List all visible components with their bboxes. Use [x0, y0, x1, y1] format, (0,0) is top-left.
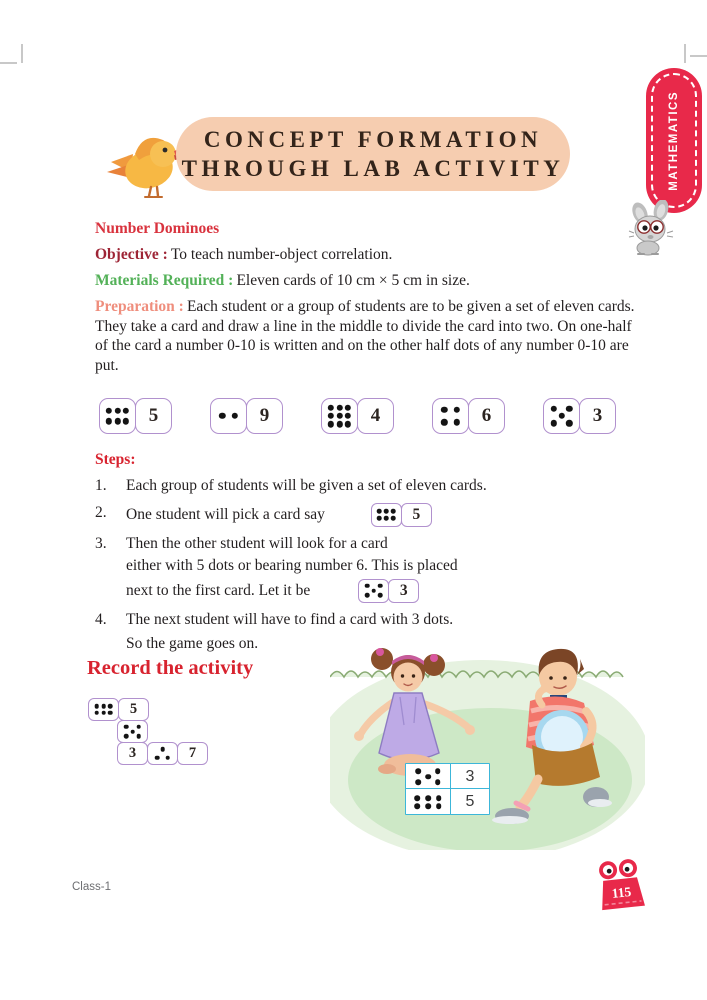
domino-number-cell: 6: [468, 398, 505, 434]
chain-row: [117, 720, 208, 743]
pip: [124, 725, 129, 730]
preparation-label: Preparation :: [95, 298, 184, 315]
pip: [425, 795, 431, 801]
domino-dots-cell: [432, 398, 469, 434]
objective-text: To teach number-object correlation.: [170, 246, 393, 263]
step-3-domino: [358, 579, 419, 603]
chain-row: [117, 742, 208, 765]
pip: [391, 516, 396, 521]
domino-number-cell: 7: [177, 742, 208, 765]
main-content: [95, 219, 636, 661]
domino-dots-cell: [210, 398, 247, 434]
chain-row: [88, 698, 208, 721]
domino-card: [358, 579, 419, 603]
pip: [108, 711, 113, 716]
pip: [155, 755, 160, 760]
side-tab-label: MATHEMATICS: [668, 90, 680, 191]
pip: [416, 779, 422, 785]
pip: [137, 734, 142, 739]
domino-dots-cell: [88, 698, 119, 721]
pip: [365, 583, 370, 588]
pip: [114, 407, 120, 413]
pip: [566, 420, 572, 426]
pip: [106, 418, 112, 424]
step-number: 2.: [95, 503, 107, 521]
step-text-3: next to the first card. Let it be: [126, 581, 311, 599]
pip: [416, 768, 422, 774]
domino-card: [117, 742, 208, 765]
materials-label: Materials Required :: [95, 272, 234, 289]
side-tab-dashed-border: [651, 73, 697, 208]
domino-card: [405, 763, 490, 790]
pip: [114, 418, 120, 424]
step-text: The next student will have to find a card with 3 dots.: [126, 610, 454, 628]
chapter-banner: [176, 117, 570, 191]
domino-number-cell: 3: [117, 742, 148, 765]
pip: [377, 509, 382, 514]
step-text-2: So the game goes on.: [126, 635, 259, 652]
domino-number-cell: 3: [388, 579, 419, 603]
domino-card: [543, 398, 616, 434]
pip: [101, 711, 106, 716]
bird-illustration: [105, 124, 187, 202]
record-heading: Record the activity: [87, 657, 254, 679]
step-1: [95, 476, 636, 496]
domino-dots-cell: [371, 503, 402, 527]
objective-label: Objective :: [95, 246, 168, 263]
pip: [365, 593, 370, 598]
pip: [384, 516, 389, 521]
pip: [436, 795, 442, 801]
pip: [232, 413, 238, 419]
bird-icon: [105, 124, 187, 202]
pip: [345, 413, 351, 419]
pip: [137, 725, 142, 730]
pip: [123, 407, 129, 413]
pip: [336, 413, 342, 419]
pip: [377, 516, 382, 521]
pip: [94, 711, 99, 716]
pip: [328, 405, 334, 411]
record-domino-chain: [88, 698, 208, 765]
pip: [558, 413, 564, 419]
step-number: 3.: [95, 534, 107, 552]
step-2: [95, 503, 636, 527]
pip: [441, 419, 447, 425]
step-text-2: either with 5 dots or bearing number 6. This is placed: [126, 557, 458, 574]
step-text: Each group of students will be given a set of eleven cards.: [126, 477, 487, 494]
pip: [378, 593, 383, 598]
pip: [425, 774, 431, 780]
chapter-title-line2: THROUGH LAB ACTIVITY: [181, 156, 565, 181]
step-2-domino: [371, 503, 432, 527]
pip: [328, 413, 334, 419]
pip: [160, 747, 165, 752]
domino-dots-cell: [358, 579, 389, 603]
domino-dots-cell: [99, 398, 136, 434]
domino-card: [432, 398, 505, 434]
pip: [391, 509, 396, 514]
pip: [566, 405, 572, 411]
class-label: Class-1: [72, 881, 111, 893]
materials-line: [95, 271, 636, 291]
domino-number-cell: 9: [246, 398, 283, 434]
chapter-title-line1: CONCEPT FORMATION: [203, 127, 543, 152]
domino-number-cell: 3: [450, 763, 490, 790]
domino-card: [321, 398, 394, 434]
crop-mark: [0, 62, 17, 64]
domino-dots-cell: [147, 742, 178, 765]
pip: [435, 779, 441, 785]
pip: [441, 407, 447, 413]
pip: [94, 704, 99, 709]
pip: [425, 803, 431, 809]
step-number: 4.: [95, 610, 107, 628]
domino-card: [371, 503, 432, 527]
pip: [108, 704, 113, 709]
step-text: Then the other student will look for a card: [126, 534, 388, 552]
step-text: One student will pick a card say: [126, 505, 325, 523]
pip: [345, 405, 351, 411]
activity-name: Number Dominoes: [95, 220, 220, 237]
pip: [165, 755, 170, 760]
pip: [328, 421, 334, 427]
domino-dots-cell: [543, 398, 580, 434]
preparation-paragraph: [95, 297, 636, 375]
pip: [454, 407, 460, 413]
pip: [415, 795, 421, 801]
domino-card: [99, 398, 172, 434]
objective-line: [95, 245, 636, 265]
domino-dots-cell: [405, 763, 451, 790]
pip: [454, 419, 460, 425]
pip: [219, 413, 225, 419]
pip: [371, 588, 376, 593]
step-3: [95, 534, 636, 603]
pip: [123, 418, 129, 424]
pip: [106, 407, 112, 413]
domino-dots-cell: [117, 720, 148, 743]
domino-number-cell: 4: [357, 398, 394, 434]
sample-cards-row: [99, 398, 636, 434]
pip: [378, 583, 383, 588]
pip: [551, 405, 557, 411]
illustration-dominoes: [405, 763, 490, 815]
pip: [384, 509, 389, 514]
pip: [436, 803, 442, 809]
pip: [336, 405, 342, 411]
steps-heading: Steps:: [95, 451, 136, 468]
pip: [124, 734, 129, 739]
pip: [336, 421, 342, 427]
domino-card: [405, 788, 490, 815]
pip: [415, 803, 421, 809]
subject-side-tab: [646, 68, 702, 213]
domino-number-cell: 5: [135, 398, 172, 434]
domino-number-cell: 5: [118, 698, 149, 721]
page-badge-icon: [596, 858, 646, 916]
page-number: 115: [610, 883, 632, 901]
materials-text: Eleven cards of 10 cm × 5 cm in size.: [236, 272, 470, 289]
domino-dots-cell: [405, 788, 451, 815]
domino-number-cell: 5: [401, 503, 432, 527]
pip: [345, 421, 351, 427]
crop-mark: [690, 55, 707, 57]
domino-number-cell: 3: [579, 398, 616, 434]
preparation-text: Each student or a group of students are to be given a set of eleven cards. They take a card and draw a line in the middle to divide the card into two. On one-half of the card a number 0-10 is written and on the other half dots of any number 0-10 are put.: [95, 298, 635, 374]
pip: [435, 768, 441, 774]
pip: [551, 420, 557, 426]
domino-card: [210, 398, 283, 434]
domino-card: [117, 720, 148, 743]
pip: [130, 729, 135, 734]
page-number-badge: [596, 858, 646, 916]
crop-mark: [21, 44, 23, 63]
domino-card: [88, 698, 149, 721]
domino-dots-cell: [321, 398, 358, 434]
step-number: 1.: [95, 477, 107, 494]
domino-number-cell: 5: [450, 788, 490, 815]
pip: [101, 704, 106, 709]
crop-mark: [684, 44, 686, 63]
